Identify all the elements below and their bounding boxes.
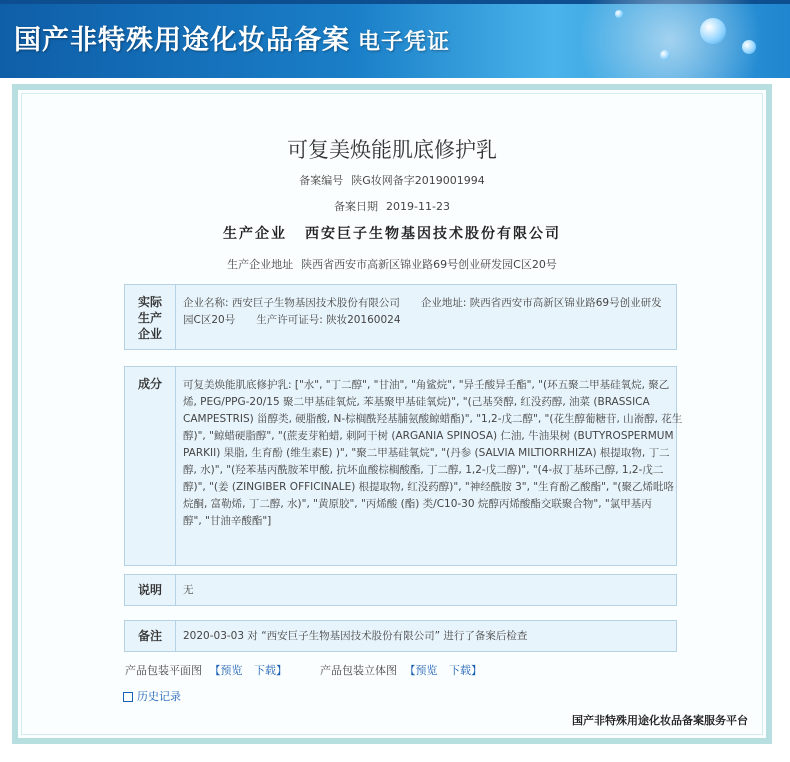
- company-label: 生产企业: [223, 226, 287, 242]
- remark-label-text: 备注: [137, 629, 162, 643]
- solid-package-download-link[interactable]: 下载】: [449, 664, 482, 677]
- page-title: [14, 18, 450, 57]
- ingredients-label-text: 成分: [137, 377, 162, 391]
- record-date-value: 2019-11-23: [386, 200, 450, 213]
- flat-package-preview-link[interactable]: 【预览: [209, 664, 243, 677]
- notes-label: [125, 575, 176, 605]
- ingredients-content: [183, 377, 683, 530]
- company-line: [18, 223, 766, 243]
- notes-label-text: 说明: [137, 583, 162, 597]
- actual-producer-label-line: 生产: [137, 311, 162, 325]
- record-number-line: [18, 172, 766, 188]
- solid-package-label: 产品包装立体图: [320, 664, 397, 677]
- remark-label: [125, 621, 176, 651]
- record-number-value: 陕G妆网备字2019001994: [351, 174, 485, 187]
- banner-bubble: [660, 50, 670, 60]
- ingredients-box: [124, 366, 683, 566]
- certificate-frame: [12, 84, 772, 744]
- solid-package-preview-link[interactable]: 【预览: [404, 664, 438, 677]
- actual-producer-label: [125, 285, 176, 349]
- ingredient-line: 烷酮, 富勒烯, 丁二醇, 水)", "黄原胶", "丙烯酸 (酯) 类/C10-30 烷醇丙烯酸酯交联聚合物", "氯甲基丙: [183, 498, 652, 510]
- address-line: [18, 256, 766, 272]
- history-link-text[interactable]: 历史记录: [137, 690, 181, 703]
- banner-bubble: [742, 40, 756, 54]
- ingredients-label: [125, 367, 176, 565]
- actual-producer-label-line: 实际: [137, 295, 162, 309]
- banner-glow: [560, 0, 780, 78]
- actual-producer-label-line: 企业: [137, 327, 162, 341]
- actual-producer-box: [124, 284, 677, 350]
- company-name: 西安巨子生物基因技术股份有限公司: [305, 226, 561, 242]
- address-label: 生产企业地址: [227, 258, 294, 271]
- package-links: [125, 662, 486, 678]
- banner-bubble: [615, 10, 623, 18]
- ingredient-line: 醇)", "(姜 (ZINGIBER OFFICINALE) 根提取物, 红没药醇)", "神经酰胺 3", "生育酚乙酸酯", "(聚乙烯吡咯: [183, 481, 675, 493]
- history-link[interactable]: [123, 688, 181, 704]
- actual-producer-text: 企业名称: 西安巨子生物基因技术股份有限公司 企业地址: 陕西省西安市高新区锦业路69号创业研发: [183, 297, 662, 309]
- ingredient-line: 醇)", "鲸蜡硬脂醇", "(蔗麦芽粕蜡, 刺阿干树 (ARGANIA SPINOSA) 仁油, 牛油果树 (BUTYROSPERMUM: [183, 430, 674, 442]
- remark-box: [124, 620, 677, 652]
- header-banner: [0, 0, 790, 78]
- record-date-label: 备案日期: [334, 200, 379, 213]
- flat-package-download-link[interactable]: 下载】: [254, 664, 287, 677]
- ingredient-line: 可复美焕能肌底修护乳: ["水", "丁二醇", "甘油", "角鲨烷", "异壬酸异壬酯", "(环五聚二甲基硅氧烷, 聚乙: [183, 379, 670, 391]
- remark-text: 2020-03-03 对 “西安巨子生物基因技术股份有限公司” 进行了备案后检查: [183, 630, 528, 642]
- notes-text: 无: [183, 584, 194, 596]
- banner-bubble: [700, 18, 726, 44]
- ingredient-line: PARKII) 果脂, 生育酚 (维生素E) )", "聚二甲基硅氧烷", "(丹参 (SALVIA MILTIORRHIZA) 根提取物, 丁二: [183, 447, 670, 459]
- notes-box: [124, 574, 677, 606]
- ingredient-line: 醇", "甘油辛酸酯"]: [183, 515, 272, 527]
- record-date-line: [18, 198, 766, 214]
- record-number-label: 备案编号: [299, 174, 344, 187]
- history-icon: [123, 692, 133, 702]
- flat-package-label: 产品包装平面图: [125, 664, 202, 677]
- title-main: 国产非特殊用途化妆品备案: [14, 25, 350, 56]
- title-subtitle: 电子凭证: [358, 29, 451, 55]
- ingredient-line: CAMPESTRIS) 甾醇类, 硬脂酸, N-棕榈酰羟基脯氨酸鲸蜡酯)", "1,2-戊二醇", "(花生醇葡糖苷, 山嵛醇, 花生: [183, 413, 683, 425]
- ingredient-line: 醇, 水)", "(羟苯基丙酰胺苯甲酸, 抗坏血酸棕榈酸酯, 丁二醇, 1,2-戊二醇)", "(4-叔丁基环己醇, 1,2-戊二: [183, 464, 664, 476]
- actual-producer-text: 园C区20号 生产许可证号: 陕妆20160024: [183, 314, 401, 326]
- product-name: 可复美焕能肌底修护乳: [287, 138, 497, 162]
- address-value: 陕西省西安市高新区锦业路69号创业研发园C区20号: [301, 258, 557, 271]
- ingredient-line: 烯, PEG/PPG-20/15 聚二甲基硅氧烷, 苯基聚甲基硅氧烷)", "(己基癸醇, 红没药醇, 油菜 (BRASSICA: [183, 396, 650, 408]
- actual-producer-content: [183, 295, 668, 329]
- footer-platform-name: 国产非特殊用途化妆品备案服务平台: [572, 714, 748, 727]
